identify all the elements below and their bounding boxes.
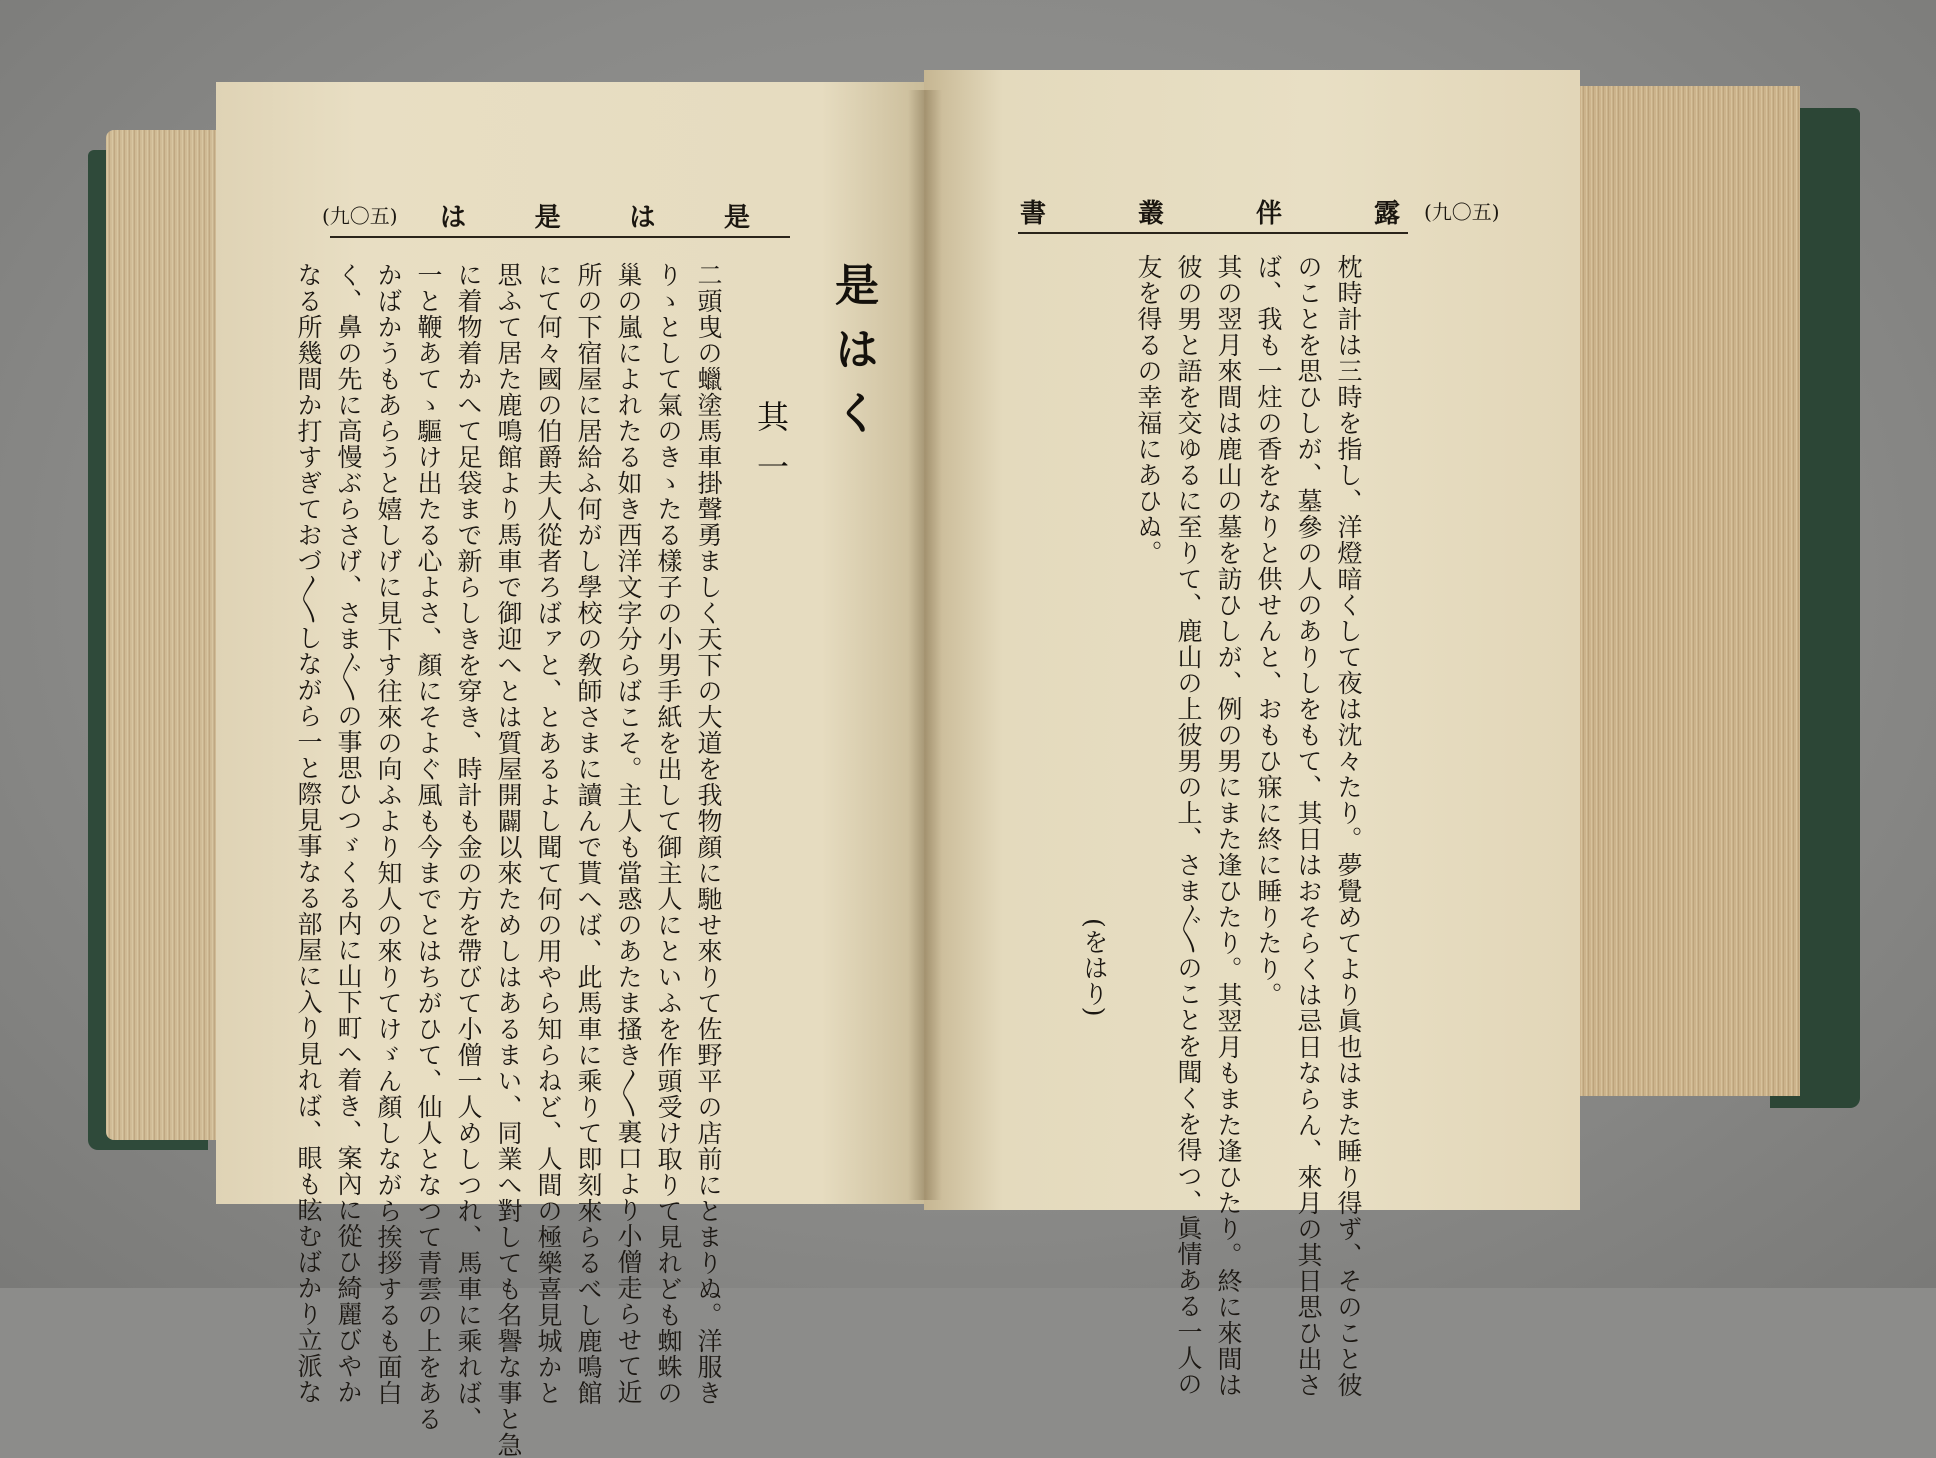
text-column: なる所幾間か打すぎておづ〳〵しながら一と際見事なる部屋に入り見れば、眼も眩むばかり立派な [294,262,323,1405]
left-head-char: 是 [534,202,561,233]
text-column: 所の下宿屋に居給ふ何がし學校の敎師さまに讀んで貰へば、此馬車に乘りて即刻來らるべし鹿鳴館 [574,262,603,1406]
text-column: にて何々國の伯爵夫人從者ろばァと、とあるよし聞て何の用やら知らねど、人間の極樂喜見城かと [534,262,563,1406]
left-running-head [440,200,750,233]
text-column: のことを思ひしが、墓參の人のありしをもて、其日はおそらくは忌日ならん、來月の其日思ひ出さ [1294,254,1323,1398]
story-title: 是はく [827,262,878,454]
text-column: 思ふて居た鹿鳴館より馬車で御迎へとは質屋開闢以來ためしはあるまい、同業へ對しても名譽な事と急 [494,262,523,1458]
text-column: 其の翌月來間は鹿山の墓を訪ひしが、例の男にまた逢ひたり。其翌月もまた逢ひたり。終に來間は [1214,254,1243,1398]
left-header-rule [330,236,790,238]
book-gutter [908,90,942,1200]
text-column: ば、我も一炷の香をなりと供せんと、おもひ寐に終に睡りたり。 [1254,254,1283,1008]
right-page-number: (九〇五) [1424,200,1500,224]
text-column: 一と鞭あてゝ驅け出たる心よさ、顏にそよぐ風も今までとはちがひて、仙人となつて青雲の上をある [414,262,443,1432]
page-edges-right [1560,86,1800,1096]
text-column: 枕時計は三時を指し、洋燈暗くして夜は沈々たり。夢覺めてより眞也はまた睡り得ず、そのこと彼 [1334,254,1363,1398]
chapter-heading: 其一 [752,400,790,500]
left-head-char: 是 [723,202,750,233]
right-head-char: 露 [1373,198,1400,229]
left-head-char: は [440,202,467,233]
end-mark: (をはり) [1080,918,1109,1018]
text-column: かばかうもあらうと嬉しげに見下す往來の向ふより知人の來りてけゞん顏しながら挨拶するも面白 [374,262,403,1406]
text-column: く、鼻の先に高慢ぶらさげ、さま〴〵の事思ひつゞくる内に山下町へ着き、案內に從ひ綺麗びやか [334,262,363,1405]
right-head-char: 叢 [1137,198,1164,229]
text-column: 友を得るの幸福にあひぬ。 [1134,254,1163,566]
right-page [924,70,1580,1210]
right-head-char: 書 [1020,198,1047,229]
right-header-rule [1018,232,1408,234]
left-head-char: は [629,202,656,233]
right-head-char: 伴 [1255,198,1282,229]
text-column: 二頭曳の蠟塗馬車掛聲勇ましく天下の大道を我物顔に馳せ來りて佐野平の店前にとまりぬ。洋服き [694,262,723,1406]
text-column: 彼の男と語を交ゆるに至りて、鹿山の上彼男の上、さま〴〵のことを聞くを得つ、眞情ある一人の [1174,254,1203,1397]
text-column: りゝとして氣のきゝたる樣子の小男手紙を出して御主人にといふを作頭受け取りて見れども蜘蛛の [654,262,683,1406]
right-running-head [1020,196,1400,229]
text-column: に着物着かへて足袋まで新らしきを穿き、時計も金の方を帶びて小僧一人めしつれ、馬車に乘れば、 [454,262,483,1432]
text-column: 巢の嵐によれたる如き西洋文字分らばこそ。主人も當惑のあたま搔き〳〵裏口より小僧走らせて近 [614,262,643,1405]
left-page-number: (九〇五) [322,204,398,228]
